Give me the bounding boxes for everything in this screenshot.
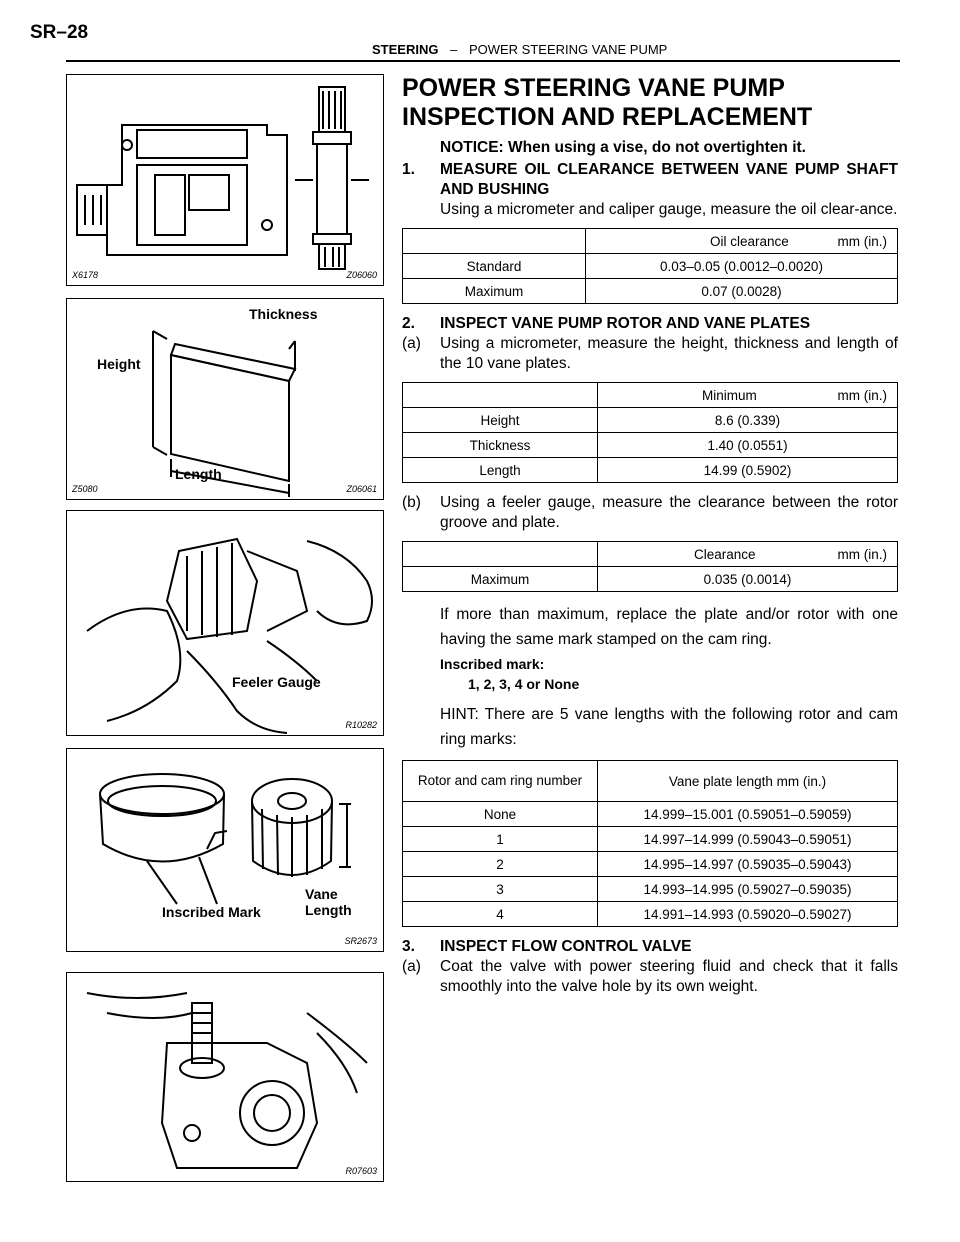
- running-header: [372, 42, 667, 57]
- title-line-1: POWER STEERING VANE PUMP: [402, 74, 785, 102]
- flow-control-valve-illustration: [67, 973, 383, 1181]
- row-label: Maximum: [403, 567, 598, 592]
- table-row: [403, 433, 898, 458]
- feeler-gauge-illustration: [67, 511, 383, 735]
- header-label: Minimum: [702, 387, 757, 403]
- vane-length-table: [402, 760, 898, 927]
- figure-code-right: R10282: [345, 720, 377, 730]
- figure-flow-control-valve: [66, 972, 384, 1182]
- table-row: [403, 254, 898, 279]
- label-vane: Vane: [305, 886, 338, 902]
- row-label: Length: [403, 458, 598, 483]
- inscribed-mark-label: Inscribed mark:: [440, 656, 545, 672]
- substep-text: Using a micrometer, measure the height, thickness and length of the 10 vane plates.: [440, 335, 898, 372]
- label-vane-length: Length: [305, 902, 352, 918]
- label-thickness: Thickness: [249, 306, 318, 322]
- row-label: Maximum: [403, 279, 586, 304]
- figure-code-left: Z5080: [72, 484, 98, 494]
- step-number: 3.: [402, 938, 415, 955]
- table-row: [403, 279, 898, 304]
- step-2-heading: [402, 314, 898, 334]
- header-label: Oil clearance: [710, 233, 789, 249]
- header-separator: –: [450, 42, 458, 57]
- row-value: 14.993–14.995 (0.59027–0.59035): [598, 877, 898, 902]
- figure-code-left: X6178: [72, 270, 99, 280]
- figure-code-right: SR2673: [344, 936, 377, 946]
- page-title: [402, 74, 898, 132]
- hint: HINT: There are 5 vane lengths with the following rotor and cam ring marks:: [440, 706, 898, 748]
- row-value: 14.99 (0.5902): [598, 458, 898, 483]
- figure-vane-plate: [66, 298, 384, 500]
- substep-number: (a): [402, 958, 421, 975]
- header-topic: POWER STEERING VANE PUMP: [468, 42, 668, 57]
- replace-instruction: If more than maximum, replace the plate and/or rotor with one having the same mark stamped on the cam ring.: [440, 606, 898, 648]
- groove-clearance-table: [402, 541, 898, 592]
- substep-text: Coat the valve with power steering fluid and check that it falls smoothly into the valve hole by its own weight.: [440, 958, 898, 995]
- row-value: 8.6 (0.339): [598, 408, 898, 433]
- figure-feeler-gauge: [66, 510, 384, 736]
- step-1-heading: [402, 160, 898, 200]
- row-value: 0.07 (0.0028): [586, 279, 898, 304]
- row-label: 3: [403, 877, 598, 902]
- notice: NOTICE: When using a vise, do not overtighten it.: [440, 139, 806, 156]
- row-label: None: [403, 802, 598, 827]
- content-column: [402, 74, 898, 997]
- shaft-bushing-illustration: [67, 75, 383, 285]
- label-height: Height: [97, 356, 141, 372]
- title-line-2: INSPECTION AND REPLACEMENT: [402, 103, 813, 131]
- table-header: [598, 542, 898, 567]
- row-label: Thickness: [403, 433, 598, 458]
- inscribed-mark-values: 1, 2, 3, 4 or None: [468, 676, 580, 692]
- row-value: 14.997–14.999 (0.59043–0.59051): [598, 827, 898, 852]
- header-rotor-number: Rotor and cam ring number: [403, 761, 598, 802]
- vane-plate-minimum-table: [402, 382, 898, 483]
- header-unit: mm (in.): [837, 233, 887, 249]
- table-row: [403, 852, 898, 877]
- label-length: Length: [175, 466, 222, 482]
- table-row: [403, 877, 898, 902]
- step-number: 2.: [402, 315, 415, 332]
- substep-text: Using a feeler gauge, measure the clearance between the rotor groove and plate.: [440, 494, 898, 531]
- step-title: INSPECT VANE PUMP ROTOR AND VANE PLATES: [440, 315, 811, 332]
- step-3a: [402, 957, 898, 997]
- header-section: STEERING: [372, 42, 439, 57]
- row-value: 14.999–15.001 (0.59051–0.59059): [598, 802, 898, 827]
- step-3-heading: [402, 937, 898, 957]
- figure-shaft-bushing: [66, 74, 384, 286]
- row-value: 14.995–14.997 (0.59035–0.59043): [598, 852, 898, 877]
- row-label: 2: [403, 852, 598, 877]
- table-row: [403, 902, 898, 927]
- figure-code-right: R07603: [345, 1166, 377, 1176]
- step-2a: [402, 334, 898, 374]
- table-corner: [403, 229, 586, 254]
- oil-clearance-table: [402, 228, 898, 304]
- step-number: 1.: [402, 161, 415, 178]
- table-header: [586, 229, 898, 254]
- figure-code-right: Z06060: [346, 270, 377, 280]
- label-inscribed-mark: Inscribed Mark: [162, 904, 261, 920]
- table-header: [598, 383, 898, 408]
- cam-ring-rotor-illustration: [67, 749, 383, 951]
- step-1-text: Using a micrometer and caliper gauge, measure the oil clear-ance.: [440, 201, 898, 218]
- header-vane-length: Vane plate length mm (in.): [598, 761, 898, 802]
- label-feeler-gauge: Feeler Gauge: [232, 674, 321, 690]
- page-number: SR–28: [30, 22, 89, 43]
- header-unit: mm (in.): [837, 387, 887, 403]
- header-unit: mm (in.): [837, 546, 887, 562]
- header-rule: [66, 60, 900, 62]
- row-label: Standard: [403, 254, 586, 279]
- figure-cam-ring-rotor: [66, 748, 384, 952]
- row-value: 14.991–14.993 (0.59020–0.59027): [598, 902, 898, 927]
- vane-plate-illustration: [67, 299, 383, 499]
- table-row: [403, 408, 898, 433]
- step-title: MEASURE OIL CLEARANCE BETWEEN VANE PUMP SHAFT AND BUSHING: [440, 161, 898, 198]
- table-row: [403, 458, 898, 483]
- step-2b: [402, 493, 898, 533]
- table-row: [403, 827, 898, 852]
- row-value: 1.40 (0.0551): [598, 433, 898, 458]
- row-label: Height: [403, 408, 598, 433]
- table-corner: [403, 383, 598, 408]
- figure-code-right: Z06061: [346, 484, 377, 494]
- header-label: Clearance: [694, 546, 756, 562]
- table-row: [403, 567, 898, 592]
- row-label: 4: [403, 902, 598, 927]
- step-title: INSPECT FLOW CONTROL VALVE: [440, 938, 692, 955]
- row-value: 0.035 (0.0014): [598, 567, 898, 592]
- table-corner: [403, 542, 598, 567]
- table-row: [403, 802, 898, 827]
- substep-number: (a): [402, 335, 421, 352]
- row-value: 0.03–0.05 (0.0012–0.0020): [586, 254, 898, 279]
- substep-number: (b): [402, 494, 421, 511]
- row-label: 1: [403, 827, 598, 852]
